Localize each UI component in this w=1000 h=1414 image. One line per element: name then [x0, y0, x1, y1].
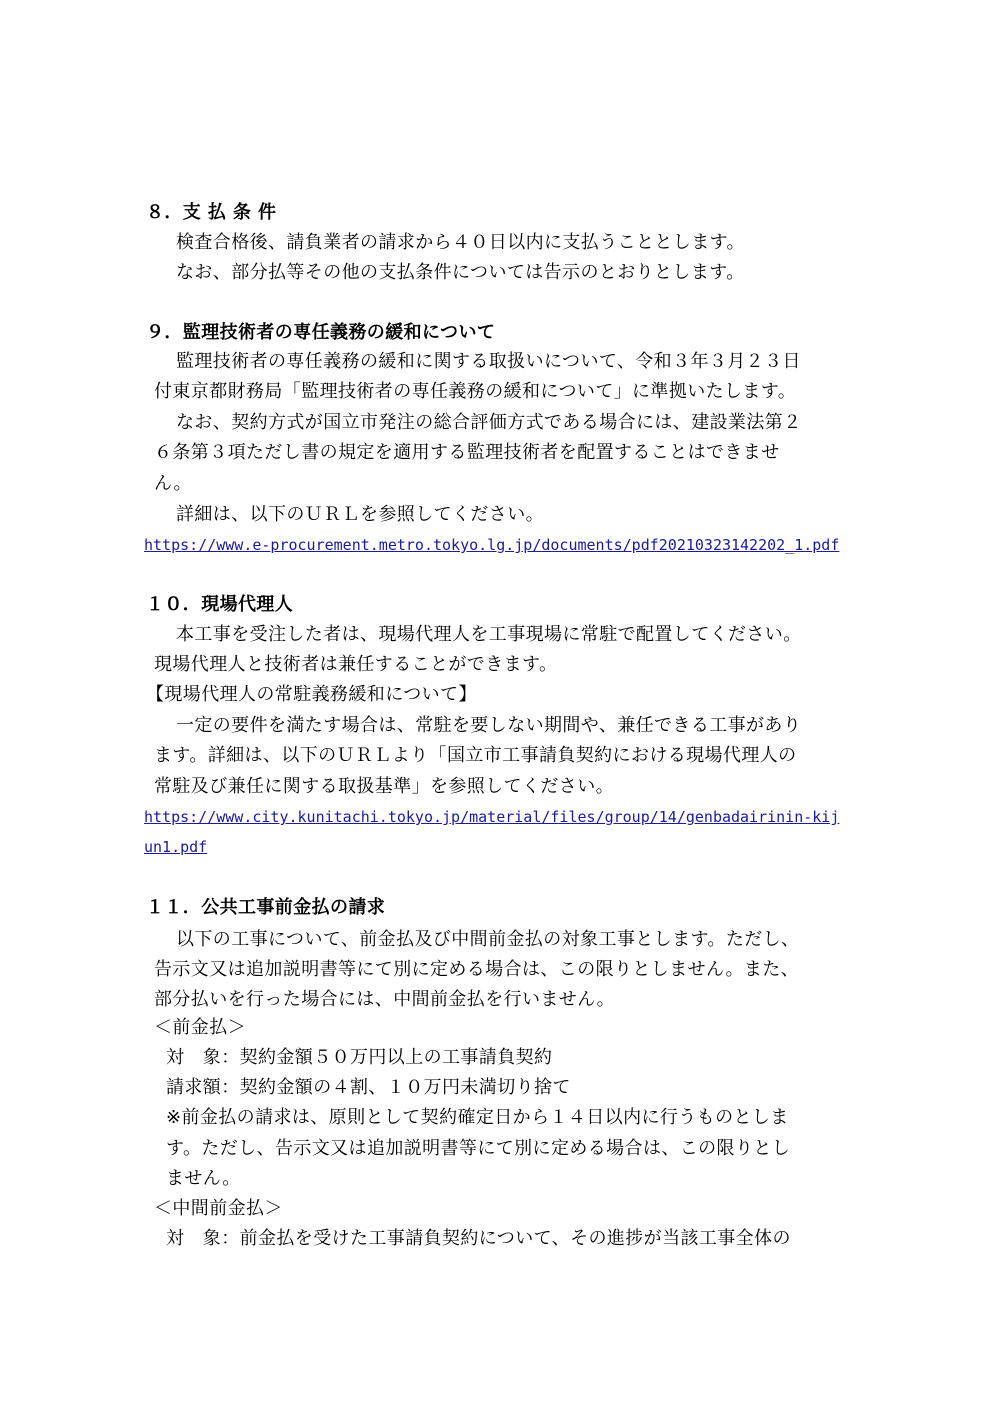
- section-11-note-line-1: ※前金払の請求は、原則として契約確定日から１４日以内に行うものとしま: [166, 1107, 789, 1128]
- section-10-heading: １０．現場代理人: [146, 594, 294, 615]
- section-11-note-line-2: す。ただし、告示文又は追加説明書等にて別に定める場合は、この限りとし: [166, 1138, 791, 1159]
- section-10-line-2: 現場代理人と技術者は兼任することができます。: [154, 654, 558, 675]
- section-9-line-1: 監理技術者の専任義務の緩和に関する取扱いについて、令和３年３月２３日: [176, 351, 801, 372]
- section-11-line-3: 部分払いを行った場合には、中間前金払を行いません。: [154, 989, 616, 1010]
- section-9-line-2: 付東京都財務局「監理技術者の専任義務の緩和について」に準拠いたします。: [154, 381, 797, 402]
- section-11-line-1: 以下の工事について、前金払及び中間前金払の対象工事とします。ただし、: [176, 929, 800, 950]
- section-10-line-3: 一定の要件を満たす場合は、常駐を要しない期間や、兼任できる工事があり: [176, 715, 802, 736]
- section-9-line-6: 詳細は、以下のＵＲＬを参照してください。: [176, 504, 544, 525]
- section-9-line-5: ん。: [154, 473, 192, 494]
- section-8-line-2: なお、部分払等その他の支払条件については告示のとおりとします。: [176, 262, 745, 283]
- section-11-heading: １１．公共工事前金払の請求: [146, 897, 386, 918]
- section-11-note-line-3: ません。: [166, 1168, 241, 1189]
- section-10-line-1: 本工事を受注した者は、現場代理人を工事現場に常駐で配置してください。: [176, 624, 802, 645]
- section-9-url-link[interactable]: https://www.e-procurement.metro.tokyo.lg.jp/documents/pdf20210323142202_1.pdf: [144, 536, 840, 554]
- section-11-line-2: 告示文又は追加説明書等にて別に定める場合は、この限りとしません。また、: [154, 959, 800, 980]
- section-11-advance-payment-label: ＜前金払＞: [154, 1017, 246, 1038]
- section-9-line-4: ６条第３項ただし書の規定を適用する監理技術者を配置することはできませ: [154, 442, 780, 463]
- section-11-interim-target: 対 象：前金払を受けた工事請負契約について、その進捗が当該工事全体の: [166, 1228, 791, 1249]
- section-10-url-link-part-1[interactable]: https://www.city.kunitachi.tokyo.jp/material/files/group/14/genbadairinin-kij: [144, 808, 840, 826]
- section-11-interim-payment-label: ＜中間前金払＞: [154, 1198, 283, 1219]
- section-8-heading: ８．支 払 条 件: [146, 202, 277, 223]
- section-10-line-5: 常駐及び兼任に関する取扱基準」を参照してください。: [154, 776, 614, 797]
- section-9-line-3: なお、契約方式が国立市発注の総合評価方式である場合には、建設業法第２: [176, 412, 802, 433]
- section-8-line-1: 検査合格後、請負業者の請求から４０日以内に支払うこととします。: [176, 232, 745, 253]
- section-11-advance-target: 対 象：契約金額５０万円以上の工事請負契約: [166, 1047, 553, 1068]
- section-10-line-4: ます。詳細は、以下のＵＲＬより「国立市工事請負契約における現場代理人の: [154, 745, 797, 766]
- section-10-subheading: 【現場代理人の常駐義務緩和について】: [146, 684, 477, 705]
- section-9-heading: ９．監理技術者の専任義務の緩和について: [146, 322, 496, 343]
- section-11-advance-amount: 請求額：契約金額の４割、１０万円未満切り捨て: [166, 1077, 571, 1098]
- section-10-url-link-part-2[interactable]: un1.pdf: [144, 838, 208, 856]
